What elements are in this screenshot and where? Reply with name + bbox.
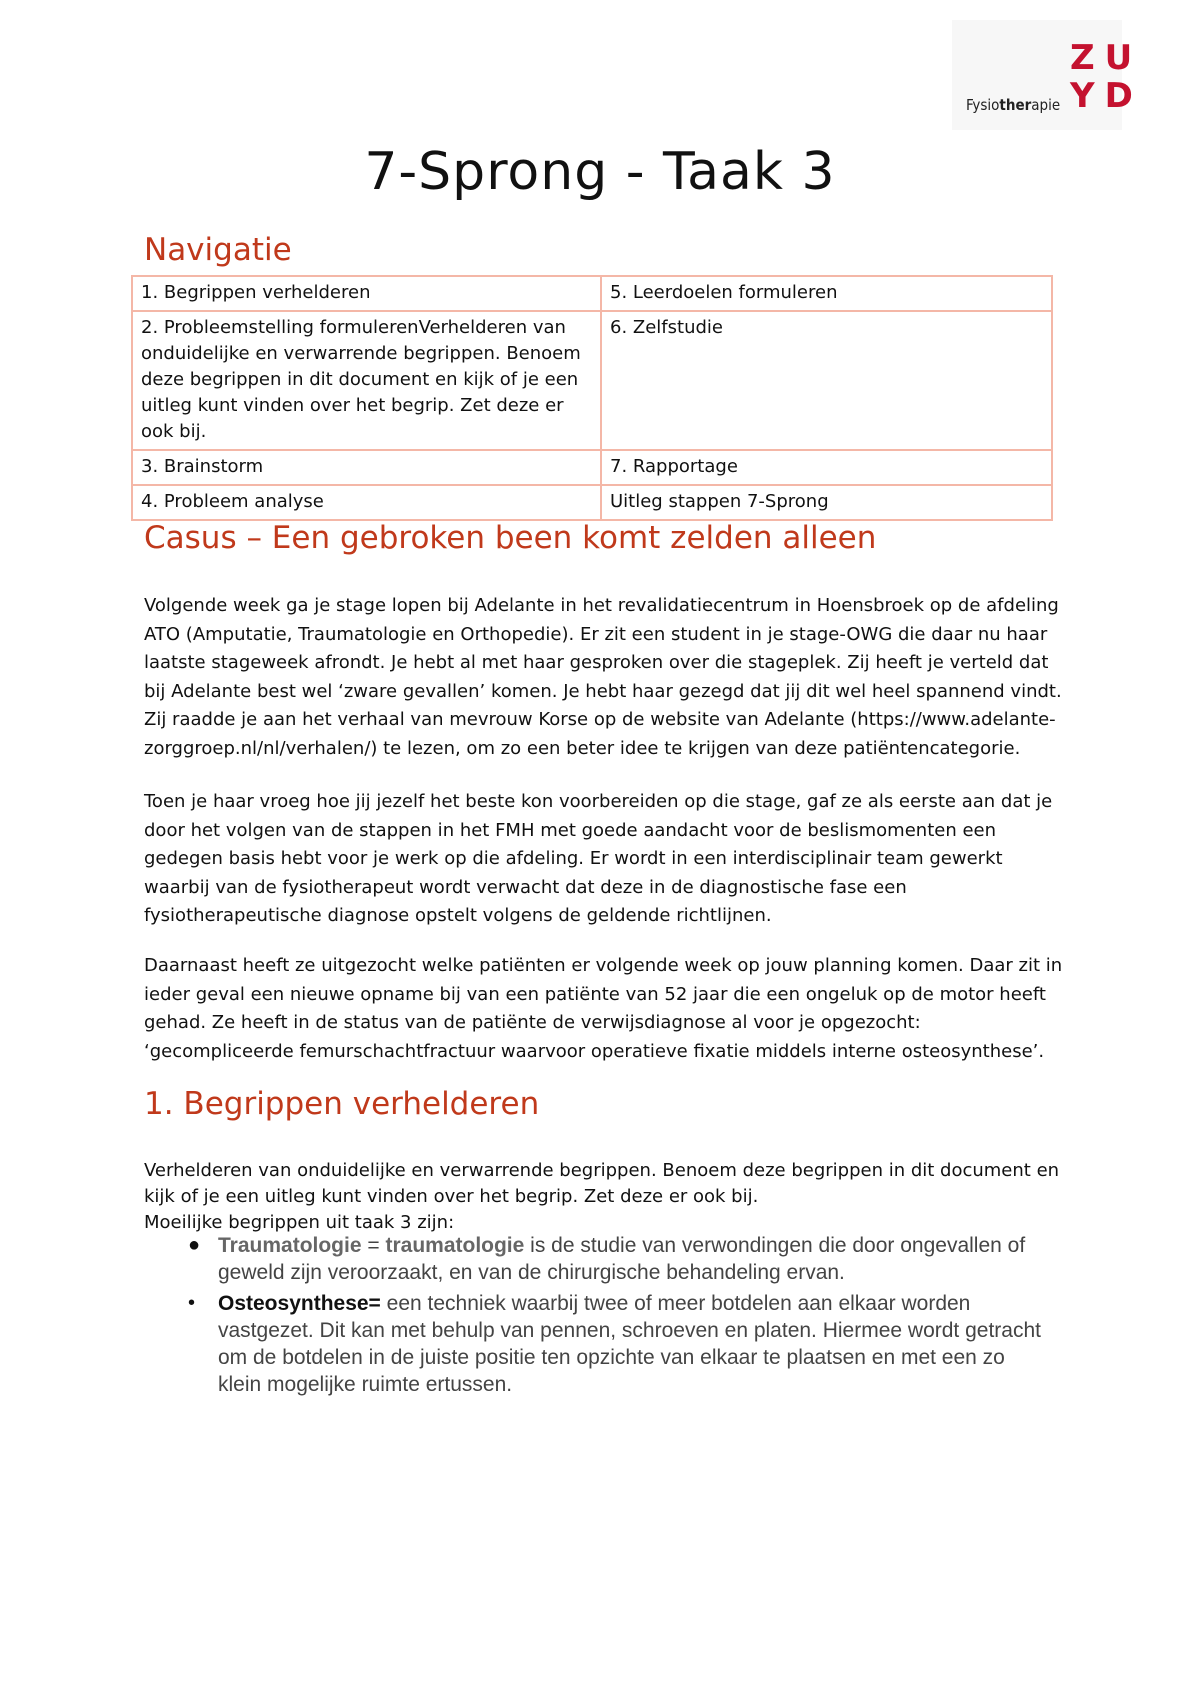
page-title: 7-Sprong - Taak 3 <box>364 142 836 202</box>
nav-link-leerdoelen[interactable]: 5. Leerdoelen formuleren <box>601 276 1052 311</box>
table-row <box>132 450 1052 485</box>
term-traumatologie: Traumatologie <box>218 1234 362 1257</box>
bullet-icon: • <box>188 1292 196 1314</box>
casus-heading: Casus – Een gebroken been komt zelden alleen <box>144 520 877 556</box>
list-item <box>144 1290 1044 1398</box>
navigation-heading: Navigatie <box>144 232 292 268</box>
definition-osteosynthese: een techniek waarbij twee of meer botdelen aan elkaar worden vastgezet. Dit kan met behulp van pennen, schroeven en platen. Hiermee wordt getracht om de botdelen in de juiste positie ten opzichte van elkaar te plaatsen en met een zo klein mogelijke ruimte ertussen. <box>218 1292 1041 1396</box>
casus-paragraph-3: Daarnaast heeft ze uitgezocht welke patiënten er volgende week op jouw planning komen. Daar zit in ieder geval een nieuwe opname bij van een patiënte van 52 jaar die een ongeluk op de motor heeft gehad. Ze heeft in de status van de patiënte de verwijsdiagnose al voor je opgezocht: ‘gecompliceerde femurschachtfractuur waarvoor operatieve fixatie middels interne osteosynthese’. <box>144 955 1063 1062</box>
begrippen-list-label: Moeilijke begrippen uit taak 3 zijn: <box>144 1212 455 1233</box>
nav-link-probleem-analyse[interactable]: 4. Probleem analyse <box>132 485 601 520</box>
term-traumatologie-link[interactable]: traumatologie <box>385 1234 525 1257</box>
table-row <box>132 311 1052 450</box>
begrippen-list <box>144 1232 1044 1402</box>
nav-link-rapportage[interactable]: 7. Rapportage <box>601 450 1052 485</box>
section-begrippen-heading: 1. Begrippen verhelderen <box>144 1086 540 1122</box>
section-begrippen-intro: Verhelderen van onduidelijke en verwarrende begrippen. Benoem deze begrippen in dit document en kijk of je een uitleg kunt vinden over het begrip. Zet deze er ook bij. <box>144 1160 1060 1207</box>
logo-subtitle: Fysiotherapie <box>966 96 1061 114</box>
table-row <box>132 485 1052 520</box>
navigation-table <box>131 275 1053 521</box>
logo-text-top: ZU <box>1070 38 1143 78</box>
nav-link-probleemstelling[interactable]: 2. Probleemstelling formulerenVerhelderen van onduidelijke en verwarrende begrippen. Benoem deze begrippen in dit document en kijk of je een uitleg kunt vinden over het begrip. Zet deze er ook bij. <box>132 311 601 450</box>
nav-link-zelfstudie[interactable]: 6. Zelfstudie <box>601 311 1052 450</box>
nav-link-uitleg-stappen[interactable]: Uitleg stappen 7-Sprong <box>601 485 1052 520</box>
bullet-icon: ● <box>188 1234 201 1256</box>
zuyd-logo <box>952 20 1143 130</box>
nav-link-begrippen[interactable]: 1. Begrippen verhelderen <box>132 276 601 311</box>
definition-traumatologie: is de studie van verwondingen die door ongevallen of geweld zijn veroorzaakt, en van de chirurgische behandeling ervan. <box>218 1234 1026 1284</box>
logo-text-bottom: YD <box>1070 76 1143 116</box>
casus-paragraph-1: Volgende week ga je stage lopen bij Adelante in het revalidatiecentrum in Hoensbroek op de afdeling ATO (Amputatie, Traumatologie en Orthopedie). Er zit een student in je stage-OWG die daar nu haar laatste stageweek afrondt. Je hebt al met haar gesproken over die stageplek. Zij heeft je verteld dat bij Adelante best wel ‘zware gevallen’ komen. Je hebt haar gezegd dat jij dit wel heel spannend vindt. Zij raadde je aan het verhaal van mevrouw Korse op de website van Adelante (https://www.adelante-zorggroep.nl/nl/verhalen/) te lezen, om zo een beter idee te krijgen van deze patiëntencategorie. <box>144 595 1062 759</box>
term-osteosynthese: Osteosynthese= <box>218 1292 381 1315</box>
table-row <box>132 276 1052 311</box>
nav-link-brainstorm[interactable]: 3. Brainstorm <box>132 450 601 485</box>
list-item <box>144 1232 1044 1286</box>
casus-paragraph-2: Toen je haar vroeg hoe jij jezelf het beste kon voorbereiden op die stage, gaf ze als eerste aan dat je door het volgen van de stappen in het FMH met goede aandacht voor de beslismomenten een gedegen basis hebt voor je werk op die afdeling. Er wordt in een interdisciplinair team gewerkt waarbij van de fysiotherapeut wordt verwacht dat deze in de diagnostische fase een fysiotherapeutische diagnose opstelt volgens de geldende richtlijnen. <box>144 791 1053 927</box>
term-separator: = <box>361 1234 386 1257</box>
